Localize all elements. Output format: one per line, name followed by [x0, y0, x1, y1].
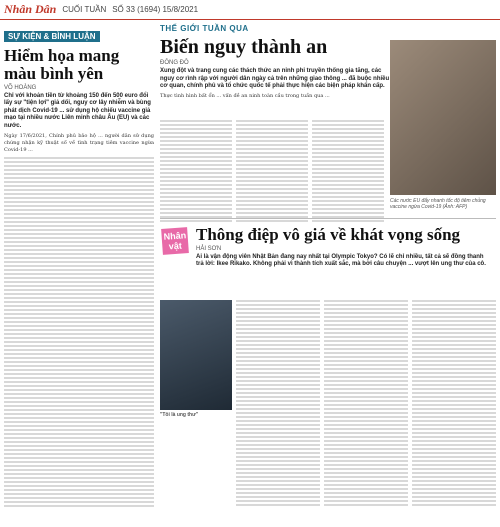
left-byline: VÕ HOÀNG [4, 84, 37, 91]
left-lead: Chỉ với khoản tiền từ khoảng 150 đến 500 euro đổi lấy sự "tiện lợi" giả dối, nguy cơ lây nhiễm và bùng phát dịch Covid-19 ... sử dụng hộ chiếu vaccine giả mạo tại nhiều nước Liên minh châu Âu (EU) và các nước. [4, 92, 151, 129]
bottom-lead: Ai là vận động viên Nhật Bản đang nay nhất tại Olympic Tokyo? Có lẽ chỉ nhiều, tất cả sẽ đồng thanh trả lời: Ikee Rikako. Không phải vì thành tích xuất sắc, mà bởi câu chuyện ... vượt lên ung thư của cô. [196, 253, 486, 268]
character-badge: Nhân vật [161, 227, 189, 255]
middle-byline: ĐÔNG ĐÔ [160, 60, 189, 66]
section-tag-world: THẾ GIỚI TUẦN QUA [160, 24, 249, 33]
athlete-photo [160, 300, 232, 410]
middle-col-3 [312, 120, 384, 222]
middle-body: Thực tình hình bất ổn ... vấn đề an ninh toàn cầu trong tuần qua ... [160, 93, 330, 99]
issue-info: SỐ 33 (1694) 15/8/2021 [112, 5, 199, 14]
left-body: Ngày 17/6/2021, Chính phủ bảo hộ ... người dân sử dụng chứng nhận kỹ thuật số về tình trạng tiêm vaccine ngừa Covid-19 ... [4, 133, 154, 153]
left-headline: Hiểm họa mang màu bình yên [4, 46, 120, 83]
left-article [4, 24, 154, 507]
news-photo [390, 40, 496, 195]
newspaper-logo: Nhân Dân [4, 2, 57, 16]
middle-col-1 [160, 120, 232, 222]
section-label: CUỐI TUẦN [62, 5, 107, 14]
middle-lead: Xung đột và trang cung các thách thức an ninh phi truyền thống gia tăng, các nguy cơ rình rập với người dân ngày cả trên những giao thông ... đã buộc nhiều cơ quan, chính phủ và tổ chức quốc tế phải thực hiện các biện pháp khẩn cấp. [160, 68, 390, 89]
middle-headline: Biến nguy thành an [160, 36, 328, 58]
bottom-col-2 [324, 300, 408, 506]
quote-caption: "Tôi là ung thư" [160, 412, 199, 418]
bottom-col-1 [236, 300, 320, 506]
photo-caption: Các nước EU đẩy nhanh tốc độ tiêm chủng vaccine ngừa Covid-19 (Ảnh: AFP) [390, 198, 486, 210]
middle-col-2 [236, 120, 308, 222]
left-body-text [4, 157, 154, 507]
bottom-body-columns [236, 300, 496, 506]
section-tag: SỰ KIỆN & BÌNH LUẬN [4, 31, 100, 42]
masthead [0, 0, 500, 20]
bottom-headline: Thông điệp vô giá về khát vọng sống [196, 225, 461, 244]
bottom-col-3 [412, 300, 496, 506]
middle-body-columns [160, 120, 384, 222]
section-divider [160, 218, 496, 219]
bottom-byline: HẢI SƠN [196, 245, 222, 252]
middle-body-intro [160, 93, 384, 100]
bottom-article [196, 226, 496, 269]
